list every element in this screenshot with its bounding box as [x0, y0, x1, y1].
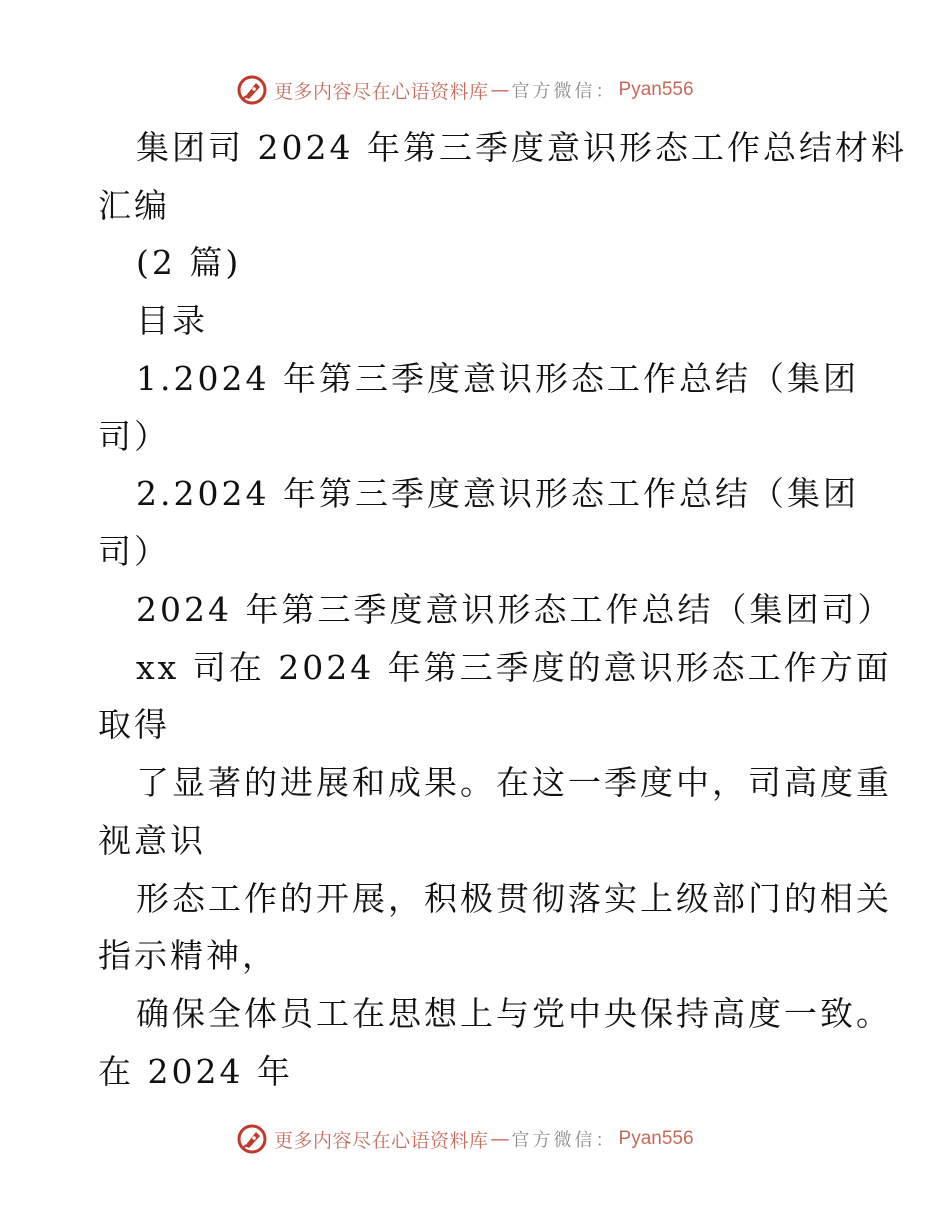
body-line-2: 取得	[98, 705, 170, 744]
banner-dash: —	[490, 1128, 510, 1150]
body-line-7: 确保全体员工在思想上与党中央保持高度一致。	[136, 994, 892, 1033]
toc-item-1-cont: 司）	[98, 417, 170, 456]
toc-item-2: 2.2024 年第三季度意识形态工作总结（集团	[136, 474, 859, 513]
body-line-8: 在 2024 年	[98, 1052, 293, 1091]
banner-wechat-label: 官方微信：	[511, 81, 617, 102]
header-banner	[236, 73, 694, 107]
toc-item-1: 1.2024 年第三季度意识形态工作总结（集团	[136, 359, 859, 398]
toc-heading: 目录	[136, 301, 208, 340]
doc-title-line-2: 汇编	[98, 186, 170, 225]
pen-nib-logo-icon	[236, 74, 268, 106]
banner-wechat-id: Pyan556	[618, 79, 694, 100]
toc-item-2-cont: 司）	[98, 532, 170, 571]
body-line-5: 形态工作的开展，积极贯彻落实上级部门的相关	[136, 879, 892, 918]
banner-wechat-id: Pyan556	[618, 1128, 694, 1149]
banner-dash: —	[490, 79, 510, 101]
banner-slogan: 更多内容尽在心语资料库	[274, 1129, 489, 1152]
banner-slogan: 更多内容尽在心语资料库	[274, 80, 489, 103]
doc-title-line-1: 集团司 2024 年第三季度意识形态工作总结材料	[136, 128, 907, 167]
banner-wechat-label: 官方微信：	[511, 1130, 617, 1151]
footer-banner	[236, 1122, 694, 1156]
body-line-6: 指示精神，	[98, 936, 278, 975]
body-line-1: xx 司在 2024 年第三季度的意识形态工作方面	[136, 648, 892, 687]
body-line-3: 了显著的进展和成果。在这一季度中，司高度重	[136, 763, 892, 802]
body-line-4: 视意识	[98, 821, 206, 860]
pen-nib-logo-icon	[236, 1123, 268, 1155]
section-heading: 2024 年第三季度意识形态工作总结（集团司）	[136, 590, 894, 629]
doc-subtitle: (2 篇)	[136, 243, 242, 282]
